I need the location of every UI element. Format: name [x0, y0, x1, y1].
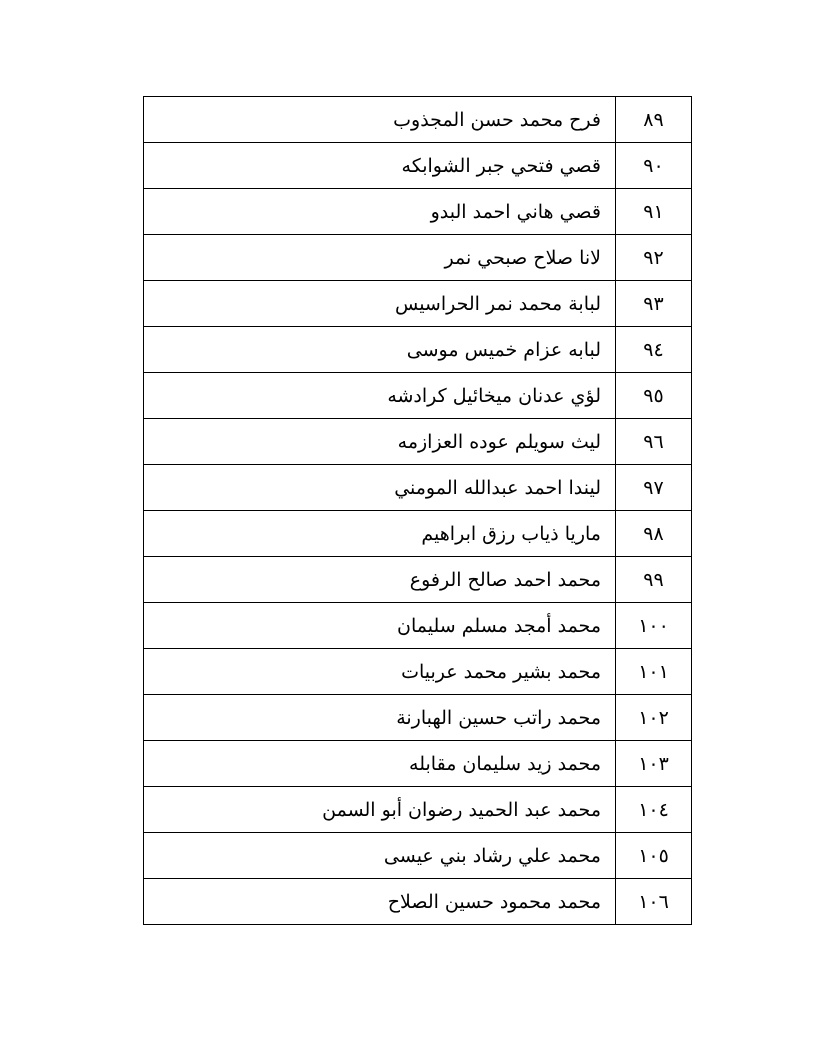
row-number: ١٠٥	[616, 833, 692, 879]
table-row	[144, 511, 692, 557]
names-table	[143, 96, 692, 925]
student-name: محمد زيد سليمان مقابله	[144, 741, 616, 787]
table-row	[144, 741, 692, 787]
student-name: محمد محمود حسين الصلاح	[144, 879, 616, 925]
student-name: محمد احمد صالح الرفوع	[144, 557, 616, 603]
student-name: محمد عبد الحميد رضوان أبو السمن	[144, 787, 616, 833]
student-name: لبابه عزام خميس موسى	[144, 327, 616, 373]
row-number: ١٠٢	[616, 695, 692, 741]
row-number: ٩٣	[616, 281, 692, 327]
row-number: ١٠٦	[616, 879, 692, 925]
table-row	[144, 833, 692, 879]
table-row	[144, 143, 692, 189]
table-row	[144, 649, 692, 695]
row-number: ٩٢	[616, 235, 692, 281]
table-row	[144, 327, 692, 373]
student-name: لبابة محمد نمر الحراسيس	[144, 281, 616, 327]
row-number: ٩٠	[616, 143, 692, 189]
table-row	[144, 281, 692, 327]
row-number: ٨٩	[616, 97, 692, 143]
row-number: ٩٥	[616, 373, 692, 419]
row-number: ٩٦	[616, 419, 692, 465]
row-number: ٩٤	[616, 327, 692, 373]
row-number: ١٠١	[616, 649, 692, 695]
student-name: ليث سويلم عوده العزازمه	[144, 419, 616, 465]
table-row	[144, 419, 692, 465]
table-row	[144, 373, 692, 419]
row-number: ٩١	[616, 189, 692, 235]
table-row	[144, 695, 692, 741]
row-number: ٩٨	[616, 511, 692, 557]
student-name: قصي هاني احمد البدو	[144, 189, 616, 235]
student-name: محمد أمجد مسلم سليمان	[144, 603, 616, 649]
table-row	[144, 235, 692, 281]
student-name: ماريا ذياب رزق ابراهيم	[144, 511, 616, 557]
student-name: محمد علي رشاد بني عيسى	[144, 833, 616, 879]
table-row	[144, 603, 692, 649]
student-name: لانا صلاح صبحي نمر	[144, 235, 616, 281]
student-name: لؤي عدنان ميخائيل كرادشه	[144, 373, 616, 419]
row-number: ١٠٤	[616, 787, 692, 833]
row-number: ٩٧	[616, 465, 692, 511]
student-name: محمد راتب حسين الهبارنة	[144, 695, 616, 741]
student-name: قصي فتحي جبر الشوابكه	[144, 143, 616, 189]
table-row	[144, 787, 692, 833]
student-name: ليندا احمد عبدالله المومني	[144, 465, 616, 511]
table-row	[144, 97, 692, 143]
student-name: محمد بشير محمد عربيات	[144, 649, 616, 695]
row-number: ١٠٠	[616, 603, 692, 649]
table-row	[144, 189, 692, 235]
row-number: ١٠٣	[616, 741, 692, 787]
table-row	[144, 879, 692, 925]
row-number: ٩٩	[616, 557, 692, 603]
table-row	[144, 465, 692, 511]
student-name: فرح محمد حسن المجذوب	[144, 97, 616, 143]
table-row	[144, 557, 692, 603]
